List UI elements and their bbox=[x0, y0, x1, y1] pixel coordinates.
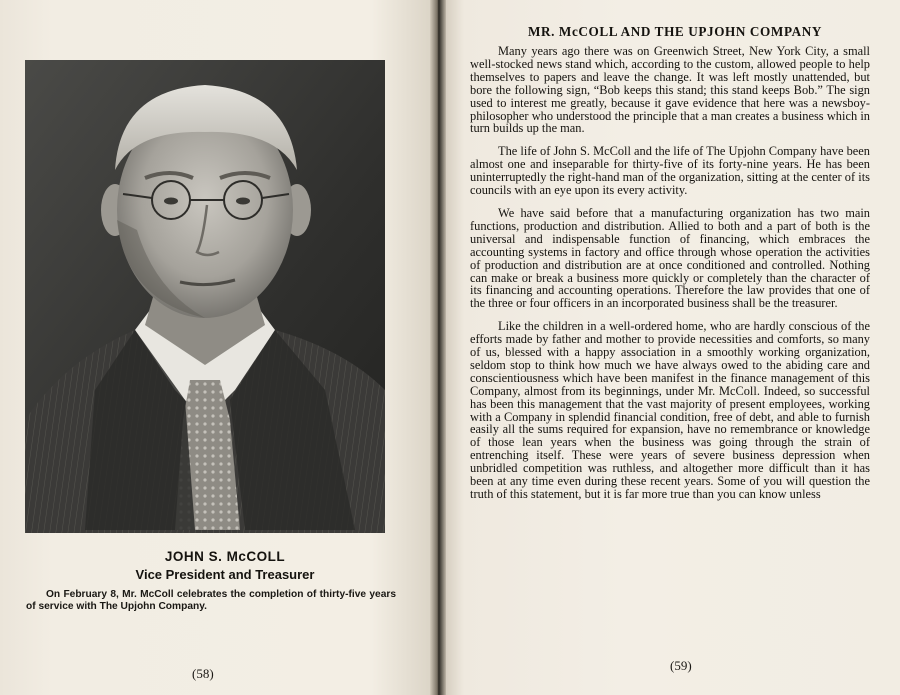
article-heading: MR. McCOLL AND THE UPJOHN COMPANY bbox=[527, 24, 823, 39]
portrait-image bbox=[25, 60, 385, 533]
article-body bbox=[470, 45, 870, 511]
page-number-left: (58) bbox=[192, 666, 214, 681]
page-number-right: (59) bbox=[670, 658, 692, 673]
portrait-photo bbox=[25, 60, 385, 533]
article-paragraph: We have said before that a manufacturing organization has two main functions, production and distribution. Allied to both and a part of both is the universal and indispensable function of financing, which embraces the accounting systems in factory and office through whose operation the activities of production and distribution are at once conditioned and controlled. Nothing can make or break a business more quickly or completely than the character of its financing and accounting operations. Therefore the law provides that one of the three or four officers in an incorporated business shall be the treasurer. bbox=[470, 205, 870, 311]
article-paragraph: Many years ago there was on Greenwich Street, New York City, a small well-stocked news stand which, according to the custom, allowed people to help themselves to papers and leave the change. It was left mostly unattended, but bore the following sign, “Bob keeps this stand; this stand keeps Bob.” The sign used to interest me greatly, because it gave evidence that here was a newsboy-philosopher who understood the principle that a man creates a business which in turn builds up the man. bbox=[470, 44, 870, 136]
article-paragraph: The life of John S. McColl and the life of The Upjohn Company have been almost one and inseparable for thirty-five of its forty-nine years. He has been uninterruptedly the right-hand man of the organization, sitting at the center of its councils with an eye upon its every activity. bbox=[470, 144, 870, 198]
article-paragraph: Like the children in a well-ordered home, who are hardly conscious of the efforts made by father and mother to provide necessities and comforts, so many of us, blessed with a happy association in a smoothly working organization, seldom stop to think how much we have always owed to the abiding care and conscientiousness which have been manifest in the finance management of this Company, almost from its beginnings, under Mr. McColl. Indeed, so successful has been this management that the vast majority of present employees, working with a Company in splendid financial condition, free of debt, and able to furnish easily all the sums required for expansion, have no remembrance or knowledge of those lean years when the business was going through the strain of entrenching itself. These were years of severe business depression when unbridled competition was ruthless, and altogether more difficult than it has been at any time even during these recent years. Some of you will question the truth of this statement, but it is far more true than you can know unless bbox=[470, 319, 870, 501]
left-page bbox=[0, 0, 437, 695]
portrait-caption-title: Vice President and Treasurer bbox=[135, 567, 315, 582]
portrait-caption-name: JOHN S. McCOLL bbox=[164, 549, 286, 564]
portrait-caption-note: On February 8, Mr. McColl celebrates the completion of thirty-five years of service with The Upjohn Company. bbox=[26, 589, 396, 612]
book-gutter bbox=[430, 0, 446, 695]
